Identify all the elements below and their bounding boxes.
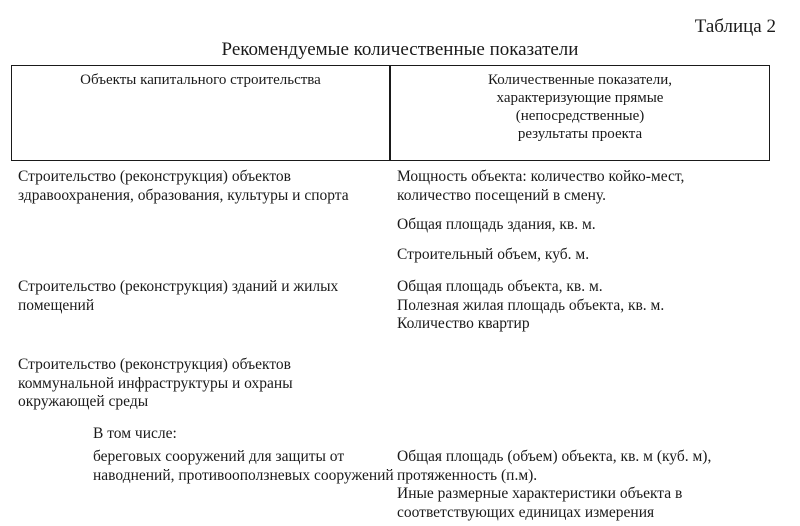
row1-object [18, 168, 349, 205]
table-number: Таблица 2 [694, 16, 776, 37]
cell-line: береговых сооружений для защиты от [93, 448, 345, 465]
cell-line: Полезная жилая площадь объекта, кв. м. [397, 296, 665, 314]
cell-line: протяженность (п.м). [397, 466, 538, 484]
header-indicators-line: (непосредственные) [515, 108, 645, 124]
row4-including-label [93, 425, 177, 444]
cell-line: Иные размерные характеристики объекта в [397, 485, 683, 502]
row1-indicator-capacity [397, 168, 684, 205]
cell-line: Количество квартир [397, 315, 530, 332]
cell-line: окружающей среды [18, 393, 149, 410]
table-header [11, 65, 770, 161]
cell-line: Общая площадь объекта, кв. м. [397, 278, 603, 295]
header-objects-text: Объекты капитального строительства [80, 72, 321, 88]
table-title: Рекомендуемые количественные показатели [221, 39, 579, 60]
cell-line: Строительный объем, куб. м. [397, 246, 590, 263]
cell-line: количество посещений в смену. [397, 186, 606, 204]
cell-line: Строительство (реконструкция) объектов [18, 168, 291, 185]
cell-line: Общая площадь здания, кв. м. [397, 216, 596, 233]
row3-object [18, 356, 293, 412]
cell-line: Строительство (реконструкция) объектов [18, 356, 291, 373]
cell-line: соответствующих единицах измерения [397, 503, 655, 521]
header-objects [12, 71, 389, 89]
row5-indicators [397, 448, 711, 522]
row2-indicators [397, 278, 664, 334]
cell-line: помещений [18, 296, 95, 314]
header-indicators-line: характеризующие прямые [496, 90, 664, 106]
row2-object [18, 278, 338, 315]
cell-line: Мощность объекта: количество койко-мест, [397, 168, 685, 185]
cell-line: здравоохранения, образования, культуры и спорта [18, 186, 349, 204]
row1-indicator-area [397, 216, 596, 235]
row5-object [93, 448, 394, 485]
header-indicators [391, 71, 769, 143]
header-indicators-line: Количественные показатели, [488, 72, 672, 88]
cell-line: Общая площадь (объем) объекта, кв. м (куб. м), [397, 448, 712, 465]
cell-line: В том числе: [93, 425, 177, 442]
cell-line: коммунальной инфраструктуры и охраны [18, 374, 293, 392]
header-indicators-line: результаты проекта [517, 126, 643, 142]
cell-line: наводнений, противооползневых сооружений [93, 466, 394, 484]
cell-line: Строительство (реконструкция) зданий и жилых [18, 278, 339, 295]
row1-indicator-volume [397, 246, 589, 265]
